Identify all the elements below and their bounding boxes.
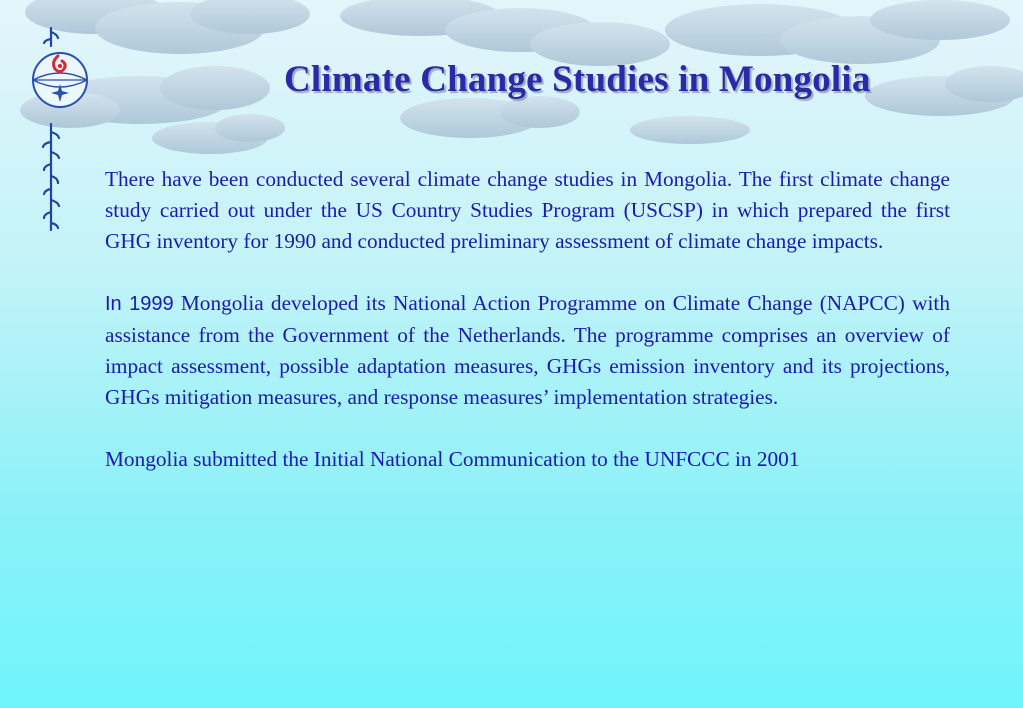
slide-body bbox=[105, 164, 950, 506]
slide-title: Climate Change Studies in Mongolia bbox=[284, 59, 871, 100]
paragraph-2-lead: In 1999 bbox=[105, 293, 174, 315]
paragraph-1: There have been conducted several climate change studies in Mongolia. The first climate change study carried out under the US Country Studies Program (USCSP) in which prepared the first GHG inventory for 1990 and conducted preliminary assessment of climate change impacts. bbox=[105, 167, 950, 253]
paragraph-2-text: Mongolia developed its National Action Programme on Climate Change (NAPCC) with assistance from the Government of the Netherlands. The programme comprises an overview of impact assessment, possible adaptation measures, GHGs emission inventory and its projections, GHGs mitigation measures, and response measures’ implementation strategies. bbox=[105, 291, 950, 409]
mongolian-meteorology-emblem-icon bbox=[27, 42, 93, 116]
paragraph-3: Mongolia submitted the Initial National Communication to the UNFCCC in 2001 bbox=[105, 447, 800, 471]
paragraph-2 bbox=[105, 288, 950, 413]
